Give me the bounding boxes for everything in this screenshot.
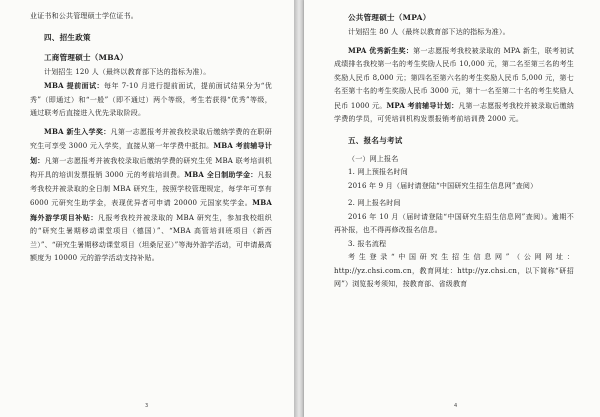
right-page xyxy=(304,0,600,417)
mpa-award xyxy=(334,44,574,127)
section5-title: 五、报名与考试 xyxy=(348,135,403,145)
mba-ft-text: 凡报考我校并被录取的全日制 MBA 研究生，按照学校管理规定，每学年可享有 6000 元研究生助学金，表现优异者可申请 20000 元国家奖学金。 xyxy=(30,171,272,207)
page-number-left: 3 xyxy=(145,403,149,409)
mba-guide-text: 凡第一志愿报考并被我校录取后缴纳学费的研究生凭 MBA 联考培训机构开具的培训发票报销 3000 元的考前培训费。 xyxy=(30,156,272,179)
mba-plan: 计划招生 120 人（最终以教育部下达的指标为准）。 xyxy=(44,67,211,76)
left-page xyxy=(0,0,294,417)
mpa-new-text: 第一志愿报考我校被录取的 MPA 新生，联考初试成绩排名我校第一名的考生奖励人民币 10,000 元，第二名至第三名的考生奖励人民币 8,000 元；第四名至第六名的考生奖励人民币 5,000 元，第七名至第十名的考生奖励人民币 3000 元，第十一名至第二十名的考生奖励人民币 1000 元。 xyxy=(334,46,574,110)
mba-new-text: 凡第一志愿报考并被我校录取后缴纳学费的在职研究生可享受 3000 元入学奖，直接从第一年学费中抵扣。 xyxy=(30,127,272,150)
item1: 1. 网上预报名时间 xyxy=(348,168,408,176)
item2: 2. 网上报名时间 xyxy=(348,199,401,207)
mpa-plan: 计划招生 80 人（最终以教育部下达的指标为准）。 xyxy=(348,28,510,36)
item2-text: 2016 年 10 月（届时请登陆“中国研究生招生信息网”查阅）。逾期不再补报，也不得再修改报名信息。 xyxy=(334,212,574,234)
book-gutter xyxy=(294,0,304,417)
mba-abroad-label: MBA 海外游学项目补贴： xyxy=(30,198,272,222)
mba-ft-label: MBA 全日制助学金： xyxy=(184,170,258,179)
left-page-content xyxy=(30,10,272,266)
mpa-new-label: MPA 优秀新生奖： xyxy=(348,45,414,55)
item1-text: 2016 年 9 月（届时请登陆“中国研究生招生信息网”查阅） xyxy=(348,181,538,190)
mba-new-label: MBA 新生入学奖： xyxy=(44,126,111,136)
page-number-right: 4 xyxy=(454,403,458,409)
item3-text: 考生登录“中国研究生招生信息网”（公网网址：http://yz.chsi.com.cn，教育网址：http://yz.chsi.cn，以下简称“研招网”）浏览报考须知，按教育部、省级教育 xyxy=(334,253,574,288)
mba-guide-label: MBA 考前辅导计划： xyxy=(30,141,272,165)
top-line: 业证书和公共管理硕士学位证书。 xyxy=(30,12,138,20)
item3: 3. 报名流程 xyxy=(348,239,387,248)
mba-title: 工商管理硕士（MBA） xyxy=(44,52,128,62)
mba-new-student-award xyxy=(30,125,272,266)
mba-early-interview xyxy=(30,79,272,121)
mba-early-text: 每年 7-10 月进行提前面试，提前面试结果分为“优秀”（即通过）和“一般”（即不通过）两个等级，考生若获得“优秀”等级，通过联考后直接进入优先录取阶段。 xyxy=(30,82,272,117)
mpa-title: 公共管理硕士（MPA） xyxy=(348,13,431,22)
mba-abroad-text: 凡报考我校并被录取的 MBA 研究生，参加我校组织的“研究生暑期移动课堂项目（德国）”、“MBA 高管培训班项目（新西兰）”、“研究生暑期移动课堂项目（坦桑尼亚）”等海外游学活动，可申请最高额度为 10000 元的游学活动支持补贴。 xyxy=(30,213,272,262)
mpa-guide-text: 凡第一志愿报考我校并被录取后缴纳学费的学员，可凭培训机构发票报销考前培训费 2000 元。 xyxy=(334,101,575,123)
right-page-content xyxy=(334,10,574,292)
section4-title: 四、招生政策 xyxy=(44,32,91,42)
mba-early-label: MBA 提前面试： xyxy=(44,81,105,90)
mpa-guide-label: MPA 考前辅导计划： xyxy=(386,100,459,110)
sub1-title: （一）网上报名 xyxy=(348,154,399,163)
